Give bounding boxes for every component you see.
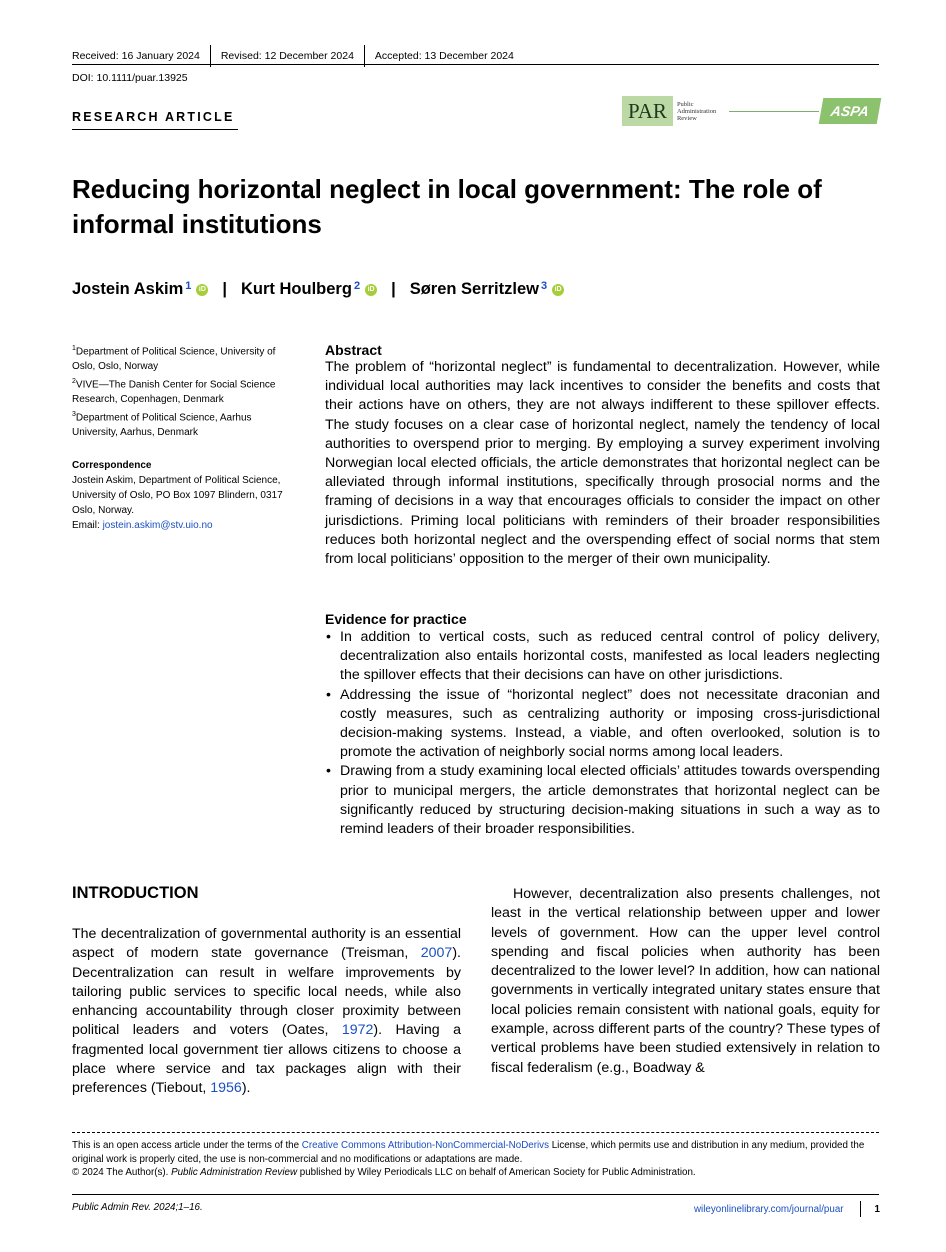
list-item: • Drawing from a study examining local elected officials’ attitudes towards overspending prior to municipal mergers, the article demonstrates that horizontal neglect can be significantly reduced by structuring decision-making situations in such a way as to remind leaders of their broader responsibilities.: [325, 762, 880, 839]
orcid-icon[interactable]: iD: [552, 284, 564, 296]
accepted-date: Accepted: 13 December 2024: [374, 50, 514, 62]
logo-subtitle: Public Administration Review: [676, 100, 717, 122]
divider: [860, 1201, 861, 1217]
author-separator: |: [391, 280, 396, 298]
affiliation-marker: 3: [540, 279, 548, 292]
list-item: • In addition to vertical costs, such as reduced central control of policy delivery, decentralization also entails horizontal costs, manifested as local leaders neglecting the spillover effects that their decisions can have on other jurisdictions.: [325, 628, 880, 686]
license-link[interactable]: Creative Commons Attribution-NonCommercial-NoDerivs: [301, 1140, 549, 1151]
author-separator: |: [222, 280, 228, 298]
logo-line: [729, 111, 819, 112]
body-column-right: However, decentralization also presents challenges, not least in the vertical relationship between upper and lower levels of government. How can the upper level control spending and fiscal policies when authority has been decentralized to the lower level? In addition, how can national governments in vertically integrated unitary states ensure that local policies remain consistent with national goals, equity for example, across different parts of the country? These types of vertical problems have been studied extensively in relation to fiscal federalism (e.g., Boadway &: [491, 886, 880, 1076]
page-number: 1: [874, 1203, 880, 1215]
section-heading: INTRODUCTION: [72, 884, 199, 902]
evidence-list: [325, 628, 880, 839]
abstract-text: The problem of “horizontal neglect” is fundamental to decentralization. However, while individual local authorities may lack incentives to consider the benefits and costs that their actions have on others, they are not always indifferent to these spillover effects. The study focuses on a clear case of horizontal neglect, namely the tendency of local authorities to overspend prior to merging. By employing a survey experiment involving Norwegian local elected officials, the article demonstrates that horizontal neglect can be alleviated through informal institutions, specifically through prosocial norms and the framing of decisions in a way that encourages officials to consider the impact on other jurisdictions. Priming local politicians with reminders of their broader responsibilities reduces both horizontal neglect and the overspending effect of social norms that stem from local politicians’ opposition to the merger of their own municipality.: [325, 359, 880, 568]
license-divider: [72, 1132, 879, 1133]
abstract-section: [325, 342, 880, 569]
footer-rule: [72, 1194, 879, 1195]
correspondence-text: Jostein Askim, Department of Political Science, University of Oslo, PO Box 1097 Blindern, 0317 Oslo, Norway.: [72, 475, 283, 516]
affiliation: $^3$Department of Political Science, Aarhus University, Aarhus, Denmark: [72, 411, 252, 439]
citation-link[interactable]: 2007: [420, 945, 453, 962]
article-title: Reducing horizontal neglect in local government: The role of informal institutions: [72, 174, 822, 239]
author-list: [72, 280, 564, 299]
affiliation-marker: 2: [353, 279, 361, 292]
license-notice: This is an open access article under the terms of the Creative Commons Attribution-NonCommercial-NoDerivs License, which permits use and distribution in any medium, provided the original work is properly cited, the use is non-commercial and no modifications or adaptations are made. © 2024 The Author(s). Public Administration Review published by Wiley Periodicals LLC on behalf of American Society for Public Administration.: [72, 1140, 865, 1178]
par-logo-text: PAR: [622, 96, 673, 126]
journal-logo: [622, 96, 879, 126]
author[interactable]: Kurt Houlberg $^2$ iD: [241, 280, 377, 299]
doi[interactable]: DOI: 10.1111/puar.13925: [72, 72, 188, 84]
evidence-heading: Evidence for practice: [325, 611, 467, 627]
body-column-left: The decentralization of governmental authority is an essential aspect of modern state governance (Treisman, 2007). Decentralization can result in welfare improvements by tailoring public services to specific local needs, while also enhancing accountability through closer proximity between political leaders and voters (Oates, 1972). Having a fragmented local government tier allows citizens to choose a place where service and tax packages align with their preferences (Tiebout, 1956).: [72, 926, 461, 1097]
article-type: RESEARCH ARTICLE: [72, 110, 235, 124]
orcid-icon[interactable]: iD: [365, 284, 377, 296]
revised-date: Revised: 12 December 2024: [220, 50, 354, 62]
aspa-logo-text: ASPA: [819, 98, 881, 124]
correspondence: Correspondence Jostein Askim, Department of Political Science, University of Oslo, PO Box 1097 Blindern, 0317 Oslo, Norway. Email: jostein.askim@stv.uio.no: [72, 458, 300, 533]
received-date: Received: 16 January 2024: [72, 50, 200, 62]
affiliation-marker: 1: [185, 279, 192, 292]
journal-url-link[interactable]: wileyonlinelibrary.com/journal/puar: [693, 1203, 844, 1215]
orcid-icon[interactable]: iD: [196, 284, 208, 296]
journal-citation: Public Admin Rev. 2024;1–16.: [72, 1202, 203, 1213]
header-rule: [72, 64, 879, 65]
article-type-underline: [72, 129, 238, 130]
author[interactable]: Søren Serritzlew $^3$ iD: [410, 280, 564, 299]
list-item: • Addressing the issue of “horizontal neglect” does not necessitate draconian and costly measures, such as centralizing authority or imposing cross-jurisdictional decision-making systems. Instead, a viable, and often overlooked, solution is to promote the activation of neighborly social norms among local leaders.: [325, 686, 880, 763]
publication-dates: [72, 46, 524, 66]
abstract-heading: Abstract: [325, 342, 382, 358]
evidence-section: [325, 611, 880, 839]
footer-right: [694, 1201, 880, 1217]
author[interactable]: Jostein Askim $^1$ iD: [72, 280, 208, 299]
affiliation: $^2$VIVE—The Danish Center for Social Science Research, Copenhagen, Denmark: [72, 378, 276, 406]
email-link[interactable]: jostein.askim@stv.uio.no: [102, 520, 213, 531]
affiliation: $^1$Department of Political Science, University of Oslo, Oslo, Norway: [72, 345, 276, 373]
citation-link[interactable]: 1972: [341, 1022, 374, 1039]
correspondence-heading: Correspondence: [72, 460, 152, 471]
citation-link[interactable]: 1956: [210, 1080, 242, 1097]
